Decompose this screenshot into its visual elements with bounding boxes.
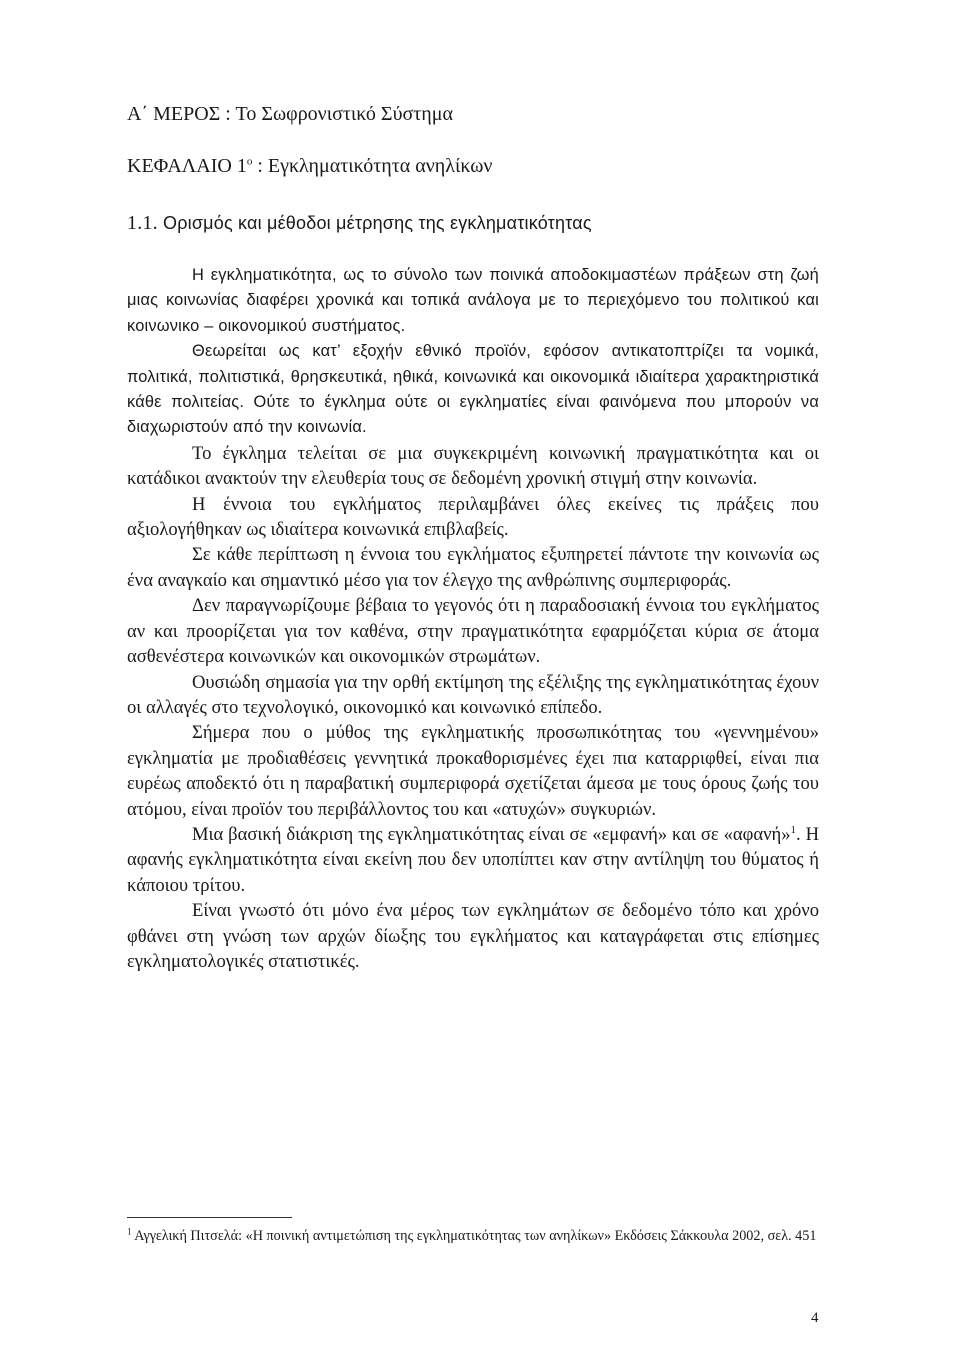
paragraph-4: Η έννοια του εγκλήματος περιλαμβάνει όλες εκείνες τις πράξεις που αξιολογήθηκαν ως ιδιαίτερα κοινωνικά επιβλαβείς. bbox=[127, 493, 819, 541]
paragraph-9-start: Μια βασική διάκριση της εγκληματικότητας είναι σε «εμφανή» και σε «αφανή» bbox=[192, 823, 791, 845]
footnote-text: Αγγελική Πιτσελά: «Η ποινική αντιμετώπιση της εγκληματικότητας των ανηλίκων» Εκδόσεις Σάκκουλα 2002, σελ. 451 bbox=[131, 1228, 817, 1244]
paragraph-3: Το έγκλημα τελείται σε μια συγκεκριμένη κοινωνική πραγματικότητα και οι κατάδικοι ανακτούν την ελευθερία τους σε δεδομένη χρονική στιγμή στην κοινωνία. bbox=[127, 442, 819, 490]
footnote-divider bbox=[127, 1217, 292, 1218]
footnote-reference: 1 bbox=[790, 823, 797, 836]
paragraph-7: Ουσιώδη σημασία για την ορθή εκτίμηση της εξέλιξης της εγκληματικότητας έχουν οι αλλαγές στο τεχνολογικό, οικονομικό και κοινωνικό επίπεδο. bbox=[127, 671, 819, 718]
paragraph-9 bbox=[127, 822, 819, 898]
chapter-heading-degree: ο bbox=[246, 155, 253, 168]
paragraph-9-end: . Η αφανής εγκληματικότητα είναι εκείνη που δεν υποπίπτει καν στην αντίληψη του θύματος ή κάποιου τρίτου. bbox=[127, 823, 820, 896]
section-number: 1.1. bbox=[127, 212, 158, 234]
paragraph-1: Η εγκληματικότητα, ως το σύνολο των ποινικά αποδοκιμαστέων πράξεων στη ζωή μιας κοινωνίας διαφέρει χρονικά και τοπικά ανάλογα με το περιεχόμενο του πολιτικού και κοινωνικο – οικονομικού συστήματος. bbox=[127, 266, 819, 335]
footnote bbox=[127, 1226, 819, 1246]
paragraph-10: Είναι γνωστό ότι μόνο ένα μέρος των εγκλημάτων σε δεδομένο τόπο και χρόνο φθάνει στη γνώση των αρχών δίωξης του εγκλήματος και καταγράφεται στις επίσημες εγκληματολογικές στατιστικές. bbox=[127, 900, 819, 972]
part-heading: Α΄ ΜΕΡΟΣ : Το Σωφρονιστικό Σύστημα bbox=[127, 103, 453, 125]
paragraph-8: Σήμερα που ο μύθος της εγκληματικής προσωπικότητας του «γεννημένου» εγκληματία με προδιαθέσεις γεννητικά προκαθορισμένες έχει πια καταρριφθεί, είναι πια ευρέως αποδεκτό ότι η παραβατική συμπεριφορά σχετίζεται άμεσα με τους όρους ζωής του ατόμου, είναι προϊόν του περιβάλλοντος του και «ατυχών» συγκυριών. bbox=[127, 722, 819, 820]
footnote-mark: 1 bbox=[127, 1226, 132, 1237]
paragraph-5: Σε κάθε περίπτωση η έννοια του εγκλήματος εξυπηρετεί πάντοτε την κοινωνία ως ένα αναγκαίο και σημαντικό μέσο για τον έλεγχο της ανθρώπινης συμπεριφοράς. bbox=[127, 544, 819, 591]
chapter-heading-suffix: : Εγκληματικότητα ανηλίκων bbox=[252, 155, 493, 177]
paragraph-6: Δεν παραγνωρίζουμε βέβαια το γεγονός ότι η παραδοσιακή έννοια του εγκλήματος αν και προορίζεται για τον καθένα, στην πραγματικότητα εφαρμόζεται κύρια σε άτομα ασθενέστερα κοινωνικών και οικονομικών στρωμάτων. bbox=[127, 595, 819, 668]
chapter-heading-prefix: ΚΕΦΑΛΑΙΟ 1 bbox=[127, 155, 247, 177]
section-heading bbox=[127, 212, 592, 235]
section-title: Ορισμός και μέθοδοι μέτρησης της εγκληματικότητας bbox=[157, 213, 592, 233]
paragraph-2: Θεωρείται ως κατ’ εξοχήν εθνικό προϊόν, εφόσον αντικατοπτρίζει τα νομικά, πολιτικά, πολιτιστικά, θρησκευτικά, ηθικά, κοινωνικά και οικονομικά ιδιαίτερα χαρακτηριστικά κάθε πολιτείας. Ούτε το έγκλημα ούτε οι εγκληματίες είναι φαινόμενα που μπορούν να διαχωριστούν από την κοινωνία. bbox=[127, 342, 819, 437]
chapter-heading bbox=[127, 155, 492, 178]
page-number: 4 bbox=[811, 1310, 819, 1326]
body-text bbox=[127, 263, 819, 974]
